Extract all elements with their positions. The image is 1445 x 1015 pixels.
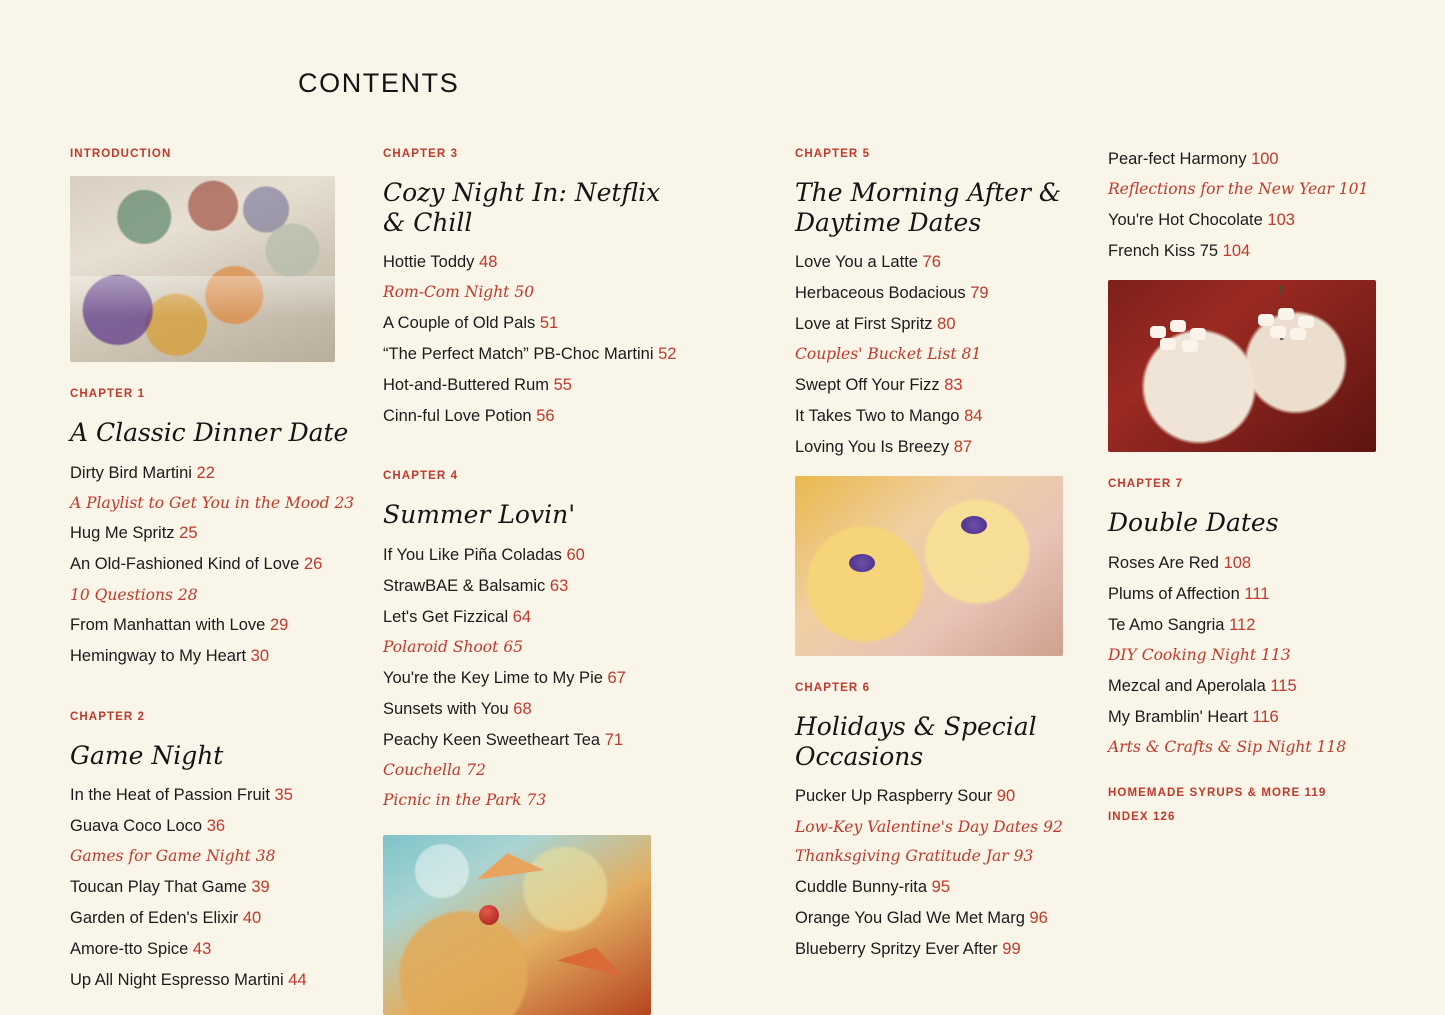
chapter-title: Summer Lovin' [383, 500, 576, 530]
toc-entry[interactable] [1108, 148, 1408, 170]
toc-entry-text: Hottie Toddy [383, 253, 475, 271]
toc-entry-page: 90 [996, 787, 1016, 806]
toc-entry-text: Cinn-ful Love Potion [383, 407, 532, 426]
toc-entry[interactable] [1108, 552, 1408, 574]
toc-entry[interactable] [383, 698, 683, 720]
section-chapter-1 [70, 388, 370, 668]
toc-entry-page: 26 [303, 555, 323, 574]
toc-entry-page: 25 [179, 524, 198, 543]
toc-entry-page: 36 [206, 817, 226, 836]
toc-entry-page: 96 [1029, 909, 1048, 928]
section-chapter-6 [795, 682, 1085, 960]
toc-entry-text: French Kiss 75 [1108, 241, 1219, 260]
contents-column-2 [383, 148, 683, 1015]
toc-entry-page: 50 [514, 283, 535, 302]
marshmallow-icon [1290, 328, 1306, 340]
marshmallow-icon [1278, 308, 1294, 320]
toc-entry-page: 40 [242, 909, 262, 928]
toc-entry-text: If You Like Piña Coladas [383, 545, 562, 564]
chapter-label: CHAPTER 2 [70, 710, 146, 723]
toc-entry-page: 64 [512, 608, 532, 627]
toc-entry-text: Love You a Latte [795, 253, 918, 271]
toc-entry-text: Games for Game Night [70, 847, 251, 866]
toc-entry-page: 103 [1267, 210, 1295, 229]
table-with-colored-glassware-photo [70, 176, 335, 362]
chapter-title: Cozy Night In: Netflix & Chill [383, 178, 661, 237]
toc-entry[interactable] [70, 614, 370, 636]
contents-column-3 [795, 148, 1085, 969]
toc-entry-text: “The Perfect Match” PB-Choc Martini [383, 344, 654, 363]
toc-entry-page: 35 [274, 786, 293, 805]
section-chapter-6-continued [1108, 148, 1408, 452]
toc-entry-text: It Takes Two to Mango [795, 407, 960, 426]
backmatter-text: HOMEMADE SYRUPS & MORE [1108, 786, 1301, 799]
marshmallow-icon [1258, 314, 1274, 326]
toc-entry-text: 10 Questions [70, 585, 173, 604]
toc-entry-page: 112 [1229, 615, 1256, 634]
toc-entry-page: 56 [536, 407, 555, 426]
edible-flower-icon [849, 554, 875, 572]
toc-entry-text: You're Hot Chocolate [1108, 210, 1263, 229]
toc-entry[interactable] [1108, 614, 1408, 636]
toc-entry-page: 51 [539, 313, 559, 332]
marshmallow-icon [1270, 326, 1286, 338]
toc-entry-text: Picnic in the Park [383, 791, 522, 809]
page-title: CONTENTS [298, 68, 460, 98]
backmatter-page: 119 [1304, 786, 1327, 799]
toc-entry[interactable] [795, 313, 1085, 335]
toc-entry-text: Rom-Com Night [383, 283, 510, 302]
toc-entry[interactable] [383, 606, 683, 628]
toc-entry[interactable] [383, 312, 683, 334]
toc-entry-text: Guava Coco Loco [70, 817, 203, 836]
toc-entry[interactable] [795, 907, 1085, 929]
toc-entry-text: Plums of Affection [1108, 584, 1240, 603]
toc-entry-page: 55 [553, 376, 572, 395]
toc-entry[interactable] [1108, 645, 1408, 666]
chapter-title: Game Night [70, 740, 224, 770]
toc-entry[interactable] [795, 344, 1085, 365]
hot-chocolate-mugs-with-marshmallows-photo [1108, 280, 1376, 452]
toc-entry-text: Cuddle Bunny-rita [795, 878, 928, 897]
toc-entry[interactable] [383, 729, 683, 751]
toc-entry-page: 52 [658, 344, 677, 363]
toc-entry[interactable] [795, 938, 1085, 960]
toc-entry-page: 111 [1244, 584, 1270, 603]
chapter-label: CHAPTER 6 [795, 682, 871, 695]
backmatter-entry-syrups[interactable] [1108, 787, 1408, 799]
backmatter-text: INDEX [1108, 810, 1149, 823]
toc-entry-text: Sunsets with You [383, 700, 509, 719]
toc-entry-text: Roses Are Red [1108, 553, 1219, 572]
toc-entry-text: Toucan Play That Game [70, 878, 247, 897]
toc-entry-text: Dirty Bird Martini [70, 463, 192, 482]
toc-entry-text: A Couple of Old Pals [383, 313, 536, 332]
toc-entry-page: 23 [334, 493, 355, 512]
toc-entry-page: 76 [922, 253, 941, 271]
toc-entry-text: Hemingway to My Heart [70, 647, 247, 666]
toc-entry[interactable] [795, 405, 1085, 427]
section-introduction [70, 148, 370, 362]
toc-entry-text: Pucker Up Raspberry Sour [795, 787, 993, 806]
tiki-cocktails-with-umbrellas-photo [383, 835, 651, 1015]
toc-entry-text: Love at First Spritz [795, 315, 933, 334]
chapter-label: CHAPTER 4 [383, 470, 459, 483]
toc-entry-text: Garden of Eden's Elixir [70, 909, 239, 928]
toc-entry-page: 72 [466, 761, 486, 780]
toc-entry-text: From Manhattan with Love [70, 616, 266, 635]
section-chapter-3 [383, 148, 683, 427]
toc-entry-text: Hot-and-Buttered Rum [383, 376, 549, 395]
toc-entry-text: Let's Get Fizzical [383, 608, 509, 627]
cherry-garnish-icon [479, 905, 499, 925]
section-chapter-7 [1108, 478, 1408, 758]
toc-entry[interactable] [70, 553, 370, 575]
marshmallow-icon [1182, 340, 1198, 352]
toc-entry-text: My Bramblin' Heart [1108, 707, 1248, 726]
marshmallow-icon [1170, 320, 1186, 332]
toc-entry[interactable] [70, 938, 370, 960]
toc-entry[interactable] [383, 374, 683, 396]
toc-entry[interactable] [1108, 583, 1408, 605]
toc-entry[interactable] [383, 575, 683, 597]
marshmallow-icon [1190, 328, 1206, 340]
toc-entry-page: 38 [255, 847, 276, 866]
toc-entry[interactable] [383, 405, 683, 427]
cocktail-umbrella-icon [557, 939, 628, 977]
toc-entry-page: 80 [937, 315, 956, 334]
toc-entry-page: 63 [549, 576, 569, 595]
toc-entry[interactable] [70, 907, 370, 929]
toc-entry-page: 115 [1270, 676, 1297, 695]
chapter-title: Holidays & Special Occasions [795, 712, 1037, 771]
toc-entry[interactable] [70, 846, 370, 867]
marshmallow-icon [1298, 316, 1314, 328]
toc-entry[interactable] [70, 493, 370, 514]
toc-entry-text: Loving You Is Breezy [795, 438, 950, 457]
toc-entry-text: Swept Off Your Fizz [795, 376, 940, 395]
toc-entry-page: 95 [931, 878, 951, 897]
toc-entry-page: 118 [1316, 737, 1347, 756]
toc-entry-text: Amore-tto Spice [70, 940, 189, 959]
contents-column-1 [70, 148, 370, 1001]
contents-column-4 [1108, 148, 1408, 835]
toc-entry-page: 71 [604, 731, 624, 750]
toc-entry-page: 79 [970, 284, 989, 303]
toc-entry-text: Te Amo Sangria [1108, 615, 1225, 634]
toc-entry-page: 83 [944, 376, 963, 395]
toc-entry[interactable] [383, 637, 683, 658]
section-chapter-2 [70, 711, 370, 992]
toc-entry-text: Thanksgiving Gratitude Jar [795, 847, 1009, 866]
chapter-label: CHAPTER 1 [70, 388, 146, 400]
toc-entry[interactable] [383, 667, 683, 689]
toc-entry[interactable] [795, 374, 1085, 396]
chapter-label: INTRODUCTION [70, 148, 172, 160]
toc-entry[interactable] [1108, 675, 1408, 697]
toc-entry[interactable] [1108, 240, 1408, 262]
toc-entry-page: 104 [1222, 241, 1251, 260]
toc-entry[interactable] [383, 251, 683, 273]
toc-entry[interactable] [795, 436, 1085, 458]
toc-entry-page: 100 [1251, 150, 1279, 168]
toc-entry-page: 84 [964, 407, 983, 426]
toc-entry-page: 60 [566, 545, 585, 564]
backmatter-entry-index[interactable] [1108, 811, 1408, 823]
toc-entry-text: Mezcal and Aperolala [1108, 676, 1266, 695]
section-spacer [70, 677, 370, 711]
toc-entry[interactable] [70, 522, 370, 544]
toc-entry[interactable] [795, 282, 1085, 304]
chapter-label: CHAPTER 7 [1108, 478, 1184, 491]
toc-entry-text: Pear-fect Harmony [1108, 150, 1247, 168]
section-chapter-5 [795, 148, 1085, 656]
toc-entry-text: In the Heat of Passion Fruit [70, 786, 270, 805]
toc-entry[interactable] [383, 282, 683, 303]
toc-entry-text: Arts & Crafts & Sip Night [1108, 737, 1312, 756]
toc-entry[interactable] [70, 462, 370, 484]
toc-entry[interactable] [1108, 737, 1408, 758]
toc-entry-text: Blueberry Spritzy Ever After [795, 940, 998, 959]
toc-entry[interactable] [383, 790, 683, 811]
toc-entry-page: 108 [1223, 553, 1252, 572]
toc-entry[interactable] [795, 876, 1085, 898]
toc-entry-page: 44 [288, 971, 307, 990]
toc-entry-text: Couples' Bucket List [795, 345, 957, 364]
toc-entry[interactable] [70, 876, 370, 898]
section-chapter-4 [383, 470, 683, 1014]
edible-flower-icon [961, 516, 987, 534]
toc-entry-page: 67 [607, 668, 626, 687]
toc-entry-text: You're the Key Lime to My Pie [383, 668, 603, 687]
toc-entry-text: Reflections for the New Year [1108, 180, 1334, 199]
two-cocktails-with-edible-flowers-photo [795, 476, 1063, 656]
toc-entry[interactable] [70, 815, 370, 837]
toc-entry[interactable] [383, 544, 683, 566]
toc-entry-text: Peachy Keen Sweetheart Tea [383, 731, 601, 750]
backmatter-page: 126 [1152, 810, 1176, 823]
toc-entry-text: Herbaceous Bodacious [795, 284, 966, 303]
chapter-title: The Morning After & Daytime Dates [795, 178, 1062, 237]
toc-entry[interactable] [795, 846, 1085, 867]
toc-entry-page: 93 [1013, 847, 1034, 866]
toc-entry-text: Polaroid Shoot [383, 638, 499, 657]
toc-entry-page: 87 [953, 438, 973, 457]
toc-entry-page: 28 [177, 585, 198, 604]
toc-entry-page: 101 [1338, 180, 1369, 199]
chapter-label: CHAPTER 3 [383, 148, 459, 160]
toc-entry[interactable] [1108, 706, 1408, 728]
section-spacer [1108, 767, 1408, 787]
toc-entry[interactable] [70, 784, 370, 806]
toc-entry-text: Orange You Glad We Met Marg [795, 909, 1025, 928]
toc-entry-text: Up All Night Espresso Martini [70, 971, 284, 990]
toc-entry[interactable] [383, 760, 683, 781]
toc-entry-page: 113 [1261, 645, 1291, 664]
toc-entry[interactable] [1108, 179, 1408, 200]
toc-entry[interactable] [795, 251, 1085, 273]
marshmallow-icon [1150, 326, 1166, 338]
toc-entry-page: 99 [1002, 940, 1021, 959]
chapter-label: CHAPTER 5 [795, 148, 871, 160]
chapter-title: Double Dates [1108, 508, 1279, 538]
toc-entry-page: 92 [1043, 817, 1063, 836]
toc-entry-text: DIY Cooking Night [1108, 645, 1257, 664]
toc-entry-page: 116 [1252, 707, 1279, 726]
toc-entry[interactable] [795, 785, 1085, 807]
toc-entry[interactable] [70, 969, 370, 991]
toc-entry[interactable] [795, 817, 1085, 838]
toc-entry-page: 48 [479, 253, 498, 271]
toc-entry-text: Low-Key Valentine's Day Dates [795, 817, 1039, 836]
toc-entry-text: StrawBAE & Balsamic [383, 576, 546, 595]
toc-entry-text: Hug Me Spritz [70, 524, 175, 543]
chapter-title: A Classic Dinner Date [70, 418, 349, 447]
toc-entry[interactable] [1108, 209, 1408, 231]
toc-entry-page: 39 [251, 878, 270, 897]
toc-entry[interactable] [70, 645, 370, 667]
toc-entry-page: 29 [269, 616, 289, 635]
toc-entry-text: Couchella [383, 761, 462, 780]
toc-entry[interactable] [383, 343, 683, 365]
marshmallow-icon [1160, 338, 1176, 350]
toc-entry-page: 65 [503, 638, 524, 657]
toc-entry-page: 30 [250, 647, 270, 666]
toc-entry-page: 73 [526, 791, 547, 809]
toc-entry-page: 68 [513, 700, 532, 719]
toc-entry[interactable] [70, 585, 370, 606]
toc-entry-page: 43 [192, 940, 212, 959]
toc-entry-text: An Old-Fashioned Kind of Love [70, 555, 300, 574]
toc-entry-page: 81 [961, 345, 982, 364]
section-spacer [383, 436, 683, 470]
toc-entry-text: A Playlist to Get You in the Mood [70, 493, 330, 512]
toc-entry-page: 22 [196, 463, 215, 482]
cocktail-umbrella-icon [474, 848, 544, 879]
